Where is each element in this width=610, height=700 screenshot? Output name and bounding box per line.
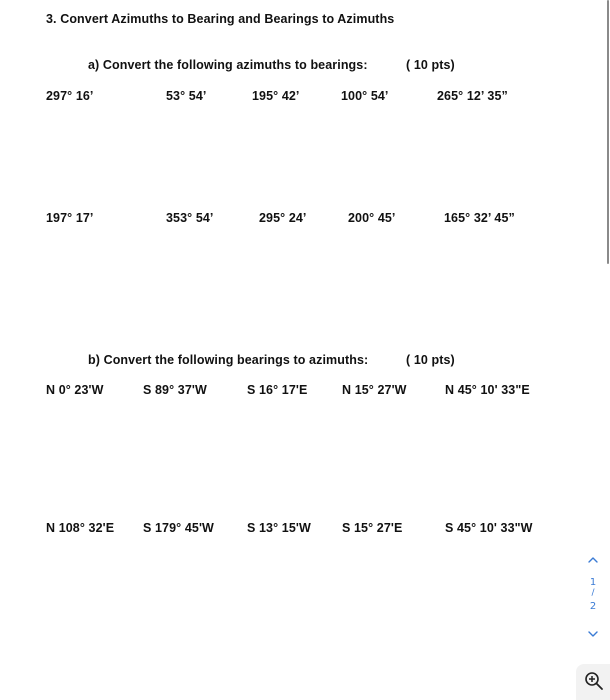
azimuth-value: 200° 45’	[348, 211, 396, 225]
scrollbar-thumb[interactable]	[607, 0, 609, 264]
current-page-number: 1	[589, 577, 597, 588]
part-b-instruction: b) Convert the following bearings to azimuths:	[88, 353, 369, 367]
bearing-value: S 15° 27'E	[342, 521, 403, 535]
azimuth-value: 53° 54’	[166, 89, 207, 103]
bearing-value: S 179° 45'W	[143, 521, 214, 535]
page-separator: /	[591, 588, 595, 598]
total-pages-number: 2	[589, 601, 597, 612]
azimuth-value: 297° 16’	[46, 89, 94, 103]
chevron-down-icon[interactable]	[586, 626, 600, 640]
azimuth-value: 265° 12’ 35”	[437, 89, 508, 103]
bearing-value: S 13° 15'W	[247, 521, 311, 535]
bearing-value: S 89° 37'W	[143, 383, 207, 397]
azimuth-value: 195° 42’	[252, 89, 300, 103]
azimuth-value: 100° 54’	[341, 89, 389, 103]
question-heading: 3. Convert Azimuths to Bearing and Bearings to Azimuths	[46, 12, 395, 26]
azimuth-value: 295° 24’	[259, 211, 307, 225]
chevron-up-icon[interactable]	[586, 552, 600, 566]
bearing-value: N 108° 32'E	[46, 521, 115, 535]
part-a-points: ( 10 pts)	[406, 58, 455, 72]
bearing-value: S 45° 10' 33"W	[445, 521, 533, 535]
bearing-value: N 45° 10' 33"E	[445, 383, 530, 397]
bearing-value: N 0° 23'W	[46, 383, 104, 397]
azimuth-value: 165° 32’ 45”	[444, 211, 515, 225]
azimuth-value: 197° 17’	[46, 211, 94, 225]
page-navigator	[580, 548, 606, 642]
part-a-instruction: a) Convert the following azimuths to bearings:	[88, 58, 368, 72]
part-b-points: ( 10 pts)	[406, 353, 455, 367]
bearing-value: S 16° 17'E	[247, 383, 308, 397]
bearing-value: N 15° 27'W	[342, 383, 407, 397]
azimuth-value: 353° 54’	[166, 211, 214, 225]
zoom-in-button[interactable]	[576, 664, 610, 700]
